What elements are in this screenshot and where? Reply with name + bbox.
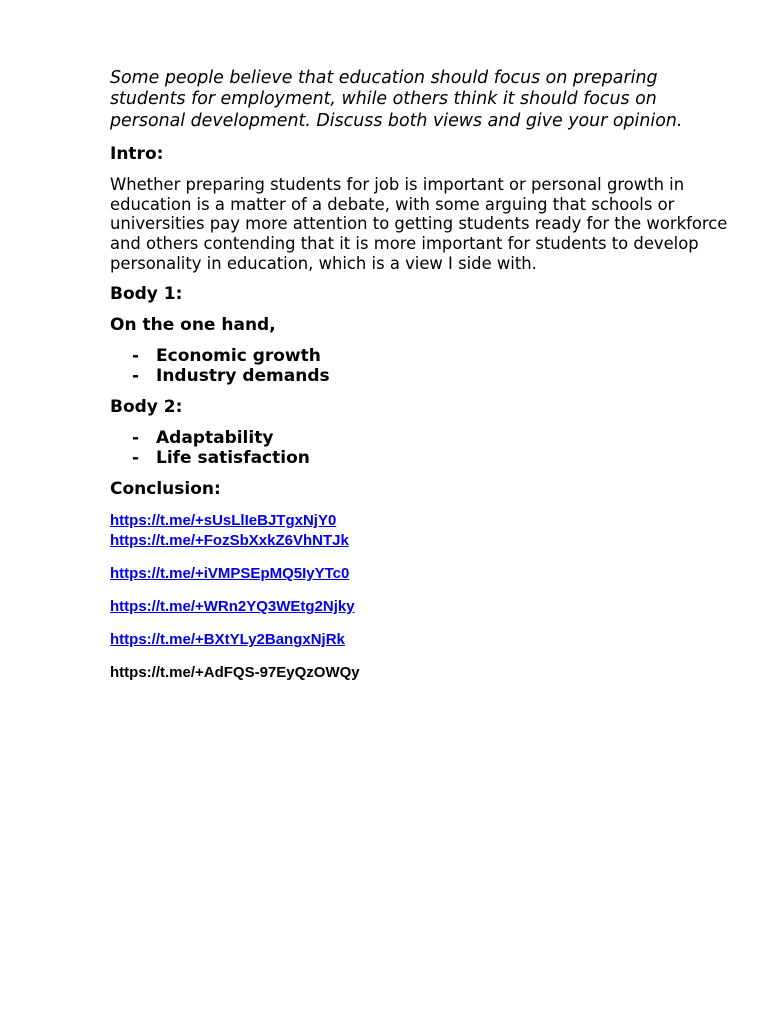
link-list [110,511,730,683]
bullet-dash: - [132,448,140,469]
intro-heading: Intro: [110,143,164,164]
telegram-link[interactable]: https://t.me/+WRn2YQ3WEtg2Njky [110,598,355,616]
list-item-label: Industry demands [156,366,330,387]
list-item [110,366,730,386]
bullet-dash: - [132,366,140,387]
body2-bullet-list [110,428,730,468]
list-item [110,448,730,468]
intro-paragraph: Whether preparing students for job is important or personal growth in education is a matter of a debate, with some arguing that schools or universities pay more attention to getting students ready for the workforce and others contending that it is more important for students to develop personality in education, which is a view I side with. [110,174,728,273]
body1-subheading: On the one hand, [110,315,276,336]
telegram-link[interactable]: https://t.me/+iVMPSEpMQ5IyYTc0 [110,565,350,583]
telegram-link[interactable]: https://t.me/+sUsLlIeBJTgxNjY0 [110,512,337,530]
telegram-link-text: https://t.me/+AdFQS-97EyQzOWQy [110,664,360,682]
telegram-link[interactable]: https://t.me/+FozSbXxkZ6VhNTJk [110,532,349,550]
list-item [110,428,730,448]
essay-prompt: Some people believe that education should focus on preparing students for employment, while others think it should focus on personal development. Discuss both views and give your opinion. [110,68,683,131]
body1-heading: Body 1: [110,284,183,305]
list-item-label: Life satisfaction [156,448,310,469]
telegram-link[interactable]: https://t.me/+BXtYLy2BangxNjRk [110,631,345,649]
document-page [110,68,730,683]
conclusion-heading: Conclusion: [110,479,221,500]
body2-heading: Body 2: [110,397,183,418]
body1-bullet-list [110,346,730,386]
bullet-dash: - [132,346,140,367]
bullet-dash: - [132,428,140,449]
list-item [110,346,730,366]
list-item-label: Adaptability [156,428,274,449]
list-item-label: Economic growth [156,346,321,367]
